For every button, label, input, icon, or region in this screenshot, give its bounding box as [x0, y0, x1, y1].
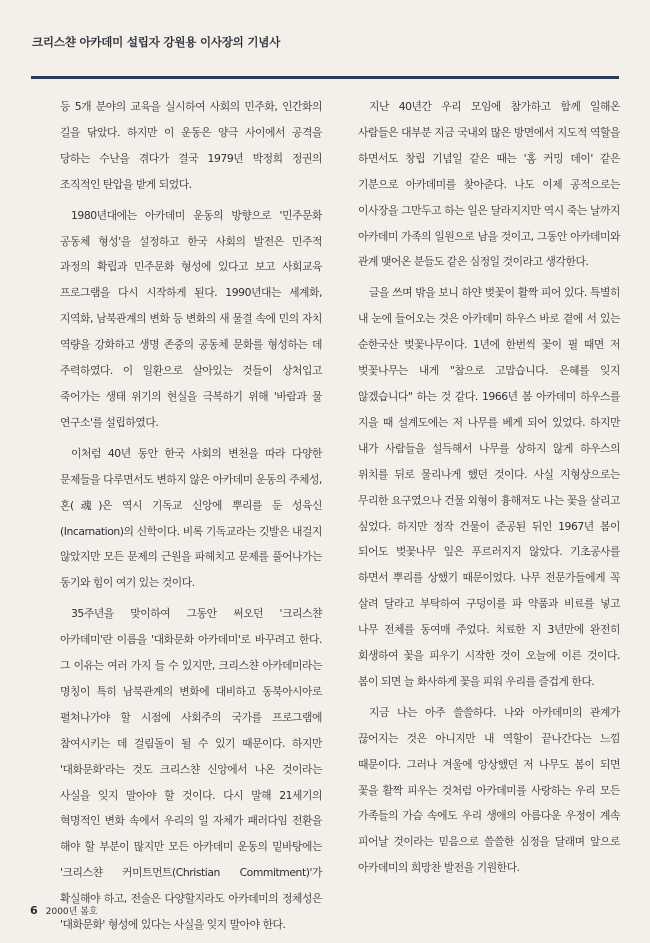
issue-label: 2000년 봄호 — [45, 907, 98, 917]
paragraph: 35주년을 맞이하여 그동안 써오던 '크리스챤 아카데미'란 이름을 '대화문화 아카데미'로 바꾸려고 한다. 그 이유는 여러 가지 들 수 있지만, 크리스챤 아카데미라는 명칭이 특히 남북관계의 변화에 대비하고 동북아시아로 펼쳐나가야 할 시점에 사회주의 국가를 프로그램에 참여시키는 데 걸림돌이 될 수 있기 때문이다. 하지만 '대화문화'라는 것도 크리스챤 신앙에서 나온 것이라는 사실을 잊지 말아야 할 것이다. 다시 말해 21세기의 혁명적인 변화 속에서 우리의 일 자체가 패러다임 전환을 해야 할 부분이 많지만 모든 아카데미 운동의 밑바탕에는 '크리스챤 커미트먼트(Christian Commitment)'가 확실해야 하고, 전술은 다양할지라도 아카데미의 정체성은 '대화문화' 형성에 있다는 사실을 잊지 말아야 한다. — [60, 607, 322, 932]
paragraph: 이처럼 40년 동안 한국 사회의 변천을 따라 다양한 문제들을 다루면서도 변하지 않은 아카데미 운동의 주체성, 혼(魂)은 역시 기독교 신앙에 뿌리를 둔 성육신(Incarnation)의 신학이다. 비록 기독교라는 깃발은 내걸지 않았지만 모든 문제의 근원을 파헤치고 문제를 풀어나가는 동기와 힘이 여기 있는 것이다. — [60, 446, 322, 590]
paragraph: 글을 쓰며 밖을 보니 하얀 벚꽃이 활짝 피어 있다. 특별히 내 눈에 들어오는 것은 아카데미 하우스 바로 곁에 서 있는 순한국산 벚꽃나무이다. 1년에 한번씩 꽃이 필 때면 저 벚꽃나무는 내게 "참으로 고맙습니다. 은혜를 잊지 않겠습니다" 하는 것 같다. 1966년 봄 아카데미 하우스를 지을 때 설계도에는 저 나무를 베게 되어 있었다. 하지만 내가 사람들을 설득해서 나무를 상하지 않게 하우스의 위치를 뒤로 물리나게 했던 것이다. 사실 지형상으로는 무리한 요구였으나 건물 외형이 흉해져도 나는 꽃을 살리고 싶었다. 하지만 정작 건물이 준공된 뒤인 1967년 봄이 되어도 벚꽃나무 잎은 푸르러지지 않았다. 기초공사를 하면서 뿌리를 상했기 때문이었다. 나무 전문가들에게 꼭 살려 달라고 부탁하여 구덩이를 파 약품과 비료를 넣고 나무 전체를 동여매 주었다. 치료한 지 3년만에 완전히 회생하여 꽃을 피우기 시작한 것이 오늘에 이른 것이다. 봄이 되면 늘 화사하게 꽃을 피워 우리를 즐겁게 한다. — [358, 286, 620, 688]
header-divider — [31, 76, 619, 79]
paragraph: 등 5개 분야의 교육을 실시하여 사회의 민주화, 인간화의 길을 닦았다. 하지만 이 운동은 양극 사이에서 공격을 당하는 수난을 겪다가 결국 1979년 박정희 정권의 조직적인 탄압을 받게 되었다. — [60, 100, 322, 191]
page-header-title: 크리스챤 아카데미 설립자 강원용 이사장의 기념사 — [32, 35, 281, 49]
page-number: 6 — [30, 904, 38, 917]
paragraph: 1980년대에는 아카데미 운동의 방향으로 '민주문화 공동체 형성'을 설정하고 한국 사회의 발전은 민주적 과정의 확립과 민주문화 형성에 있다고 보고 사회교육 프로그램을 다시 시작하게 된다. 1990년대는 세계화, 지역화, 남북관계의 변화 등 변화의 새 물결 속에 민의 자치 역량을 강화하고 생명 존중의 공동체 문화를 형성하는 데 주력하였다. 이 일환으로 살아있는 것들이 상처입고 죽어가는 생태 위기의 현실을 극복하기 위해 '바람과 물 연구소'를 설립하였다. — [60, 208, 322, 429]
paragraph: 지금 나는 아주 쓸쓸하다. 나와 아카데미의 관계가 끊어지는 것은 아니지만 내 역할이 끝나간다는 느낌 때문이다. 그러나 겨울에 앙상했던 저 나무도 봄이 되면 꽃을 활짝 피우는 것처럼 아카데미를 사랑하는 우리 모든 가족들의 가슴 속에도 우리 생애의 아름다운 우정이 계속 피어날 것이라는 믿음으로 쓸쓸한 심정을 달래며 앞으로 아카데미의 희망찬 발전을 기원한다. — [358, 705, 620, 875]
right-text-column — [358, 94, 620, 886]
page-footer — [30, 899, 98, 918]
paragraph: 지난 40년간 우리 모임에 참가하고 함께 일해온 사람들은 대부분 지금 국내외 많은 방면에서 지도적 역할을 하면서도 창립 기념일 같은 때는 '홈 커밍 데이' 같은 기분으로 아카데미를 찾아준다. 나도 이제 공적으로는 이사장을 그만두고 하는 일은 달라지지만 역시 죽는 날까지 아카데미 가족의 일원으로 남을 것이고, 그동안 아카데미와 관계 맺어온 분들도 같은 심정일 것이라고 생각한다. — [358, 100, 620, 269]
left-text-column — [60, 94, 322, 943]
